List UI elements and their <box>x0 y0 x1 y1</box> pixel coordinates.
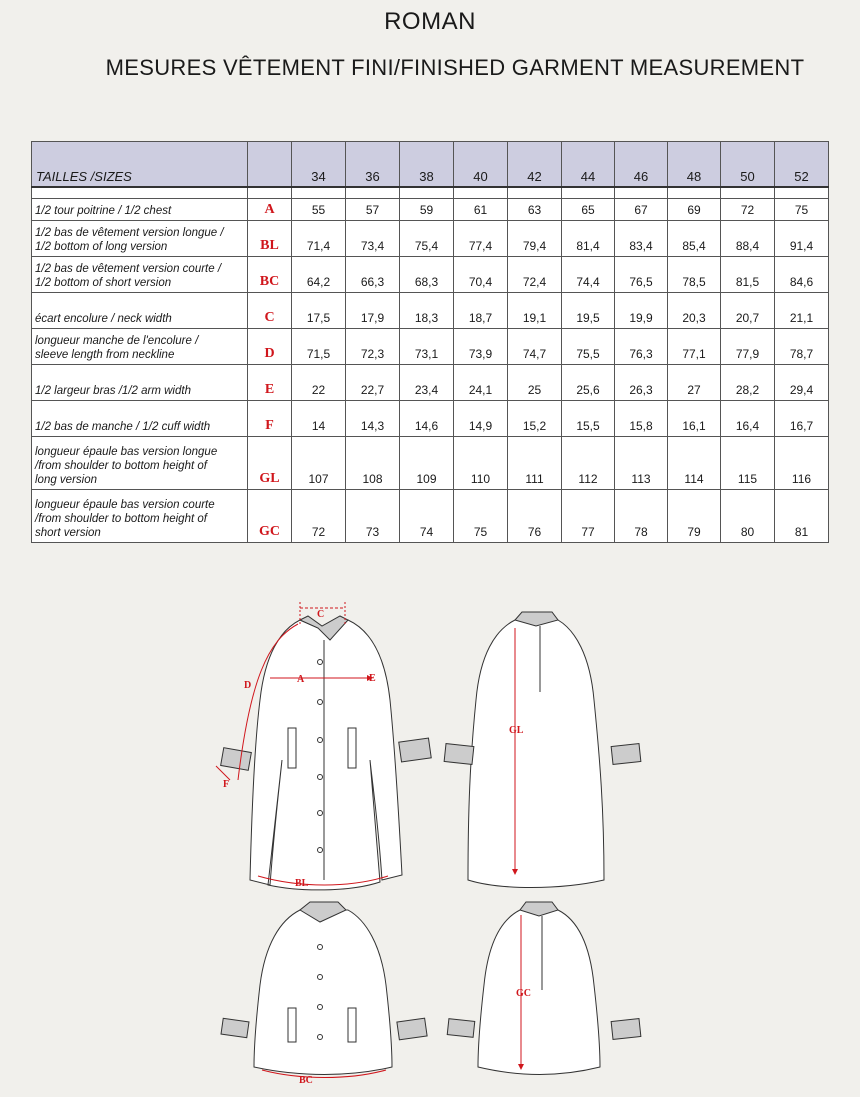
measurement-value: 74 <box>400 490 454 543</box>
measurement-value: 14 <box>292 401 346 437</box>
size-header-cell: 42 <box>508 142 562 188</box>
measurement-code: C <box>248 293 292 329</box>
size-header-cell: 38 <box>400 142 454 188</box>
garment-drawings <box>0 580 860 1097</box>
measurement-value: 63 <box>508 199 562 221</box>
measurement-value: 111 <box>508 437 562 490</box>
spacer-cell <box>454 187 508 199</box>
measurement-value: 15,5 <box>562 401 615 437</box>
measurement-row <box>32 221 829 257</box>
measurement-value: 75 <box>454 490 508 543</box>
measurement-label-line: /from shoulder to bottom height of <box>35 513 207 525</box>
size-header-cell: 50 <box>721 142 775 188</box>
measurement-value: 65 <box>562 199 615 221</box>
page-title: ROMAN <box>384 8 476 35</box>
measurement-value: 19,5 <box>562 293 615 329</box>
measurement-value: 59 <box>400 199 454 221</box>
label-bc: BC <box>299 1075 313 1086</box>
measurement-value: 77,9 <box>721 329 775 365</box>
measurement-value: 73,9 <box>454 329 508 365</box>
label-gl: GL <box>509 725 524 736</box>
measurement-value: 28,2 <box>721 365 775 401</box>
spacer-row <box>32 187 829 199</box>
label-d: D <box>244 680 252 691</box>
measurement-value: 23,4 <box>400 365 454 401</box>
measurement-label-line: longueur manche de l'encolure / <box>35 335 199 347</box>
measurement-value: 22,7 <box>346 365 400 401</box>
measurement-value: 75,5 <box>562 329 615 365</box>
spacer-cell <box>775 187 829 199</box>
size-header-row <box>32 142 829 188</box>
short-coat-front <box>221 902 427 1075</box>
size-header-cell: 48 <box>668 142 721 188</box>
measurement-value: 14,6 <box>400 401 454 437</box>
spacer-cell <box>346 187 400 199</box>
measurement-value: 66,3 <box>346 257 400 293</box>
measurement-label-line: longueur épaule bas version courte <box>35 499 215 511</box>
measurement-value: 22 <box>292 365 346 401</box>
measurement-label-line: short version <box>35 527 101 539</box>
measurement-value: 77 <box>562 490 615 543</box>
size-header-cell: 36 <box>346 142 400 188</box>
measurement-value: 15,2 <box>508 401 562 437</box>
measurement-value: 84,6 <box>775 257 829 293</box>
measurement-value: 78,5 <box>668 257 721 293</box>
measurement-label <box>32 490 248 543</box>
measurement-label-line: 1/2 bas de vêtement version longue / <box>35 227 224 239</box>
short-coat-back <box>447 902 641 1075</box>
measurement-value: 114 <box>668 437 721 490</box>
measurement-label-line: long version <box>35 474 98 486</box>
measurement-label <box>32 221 248 257</box>
measurement-code: E <box>248 365 292 401</box>
measurement-row <box>32 199 829 221</box>
measurement-value: 108 <box>346 437 400 490</box>
measurement-value: 76,5 <box>615 257 668 293</box>
measurement-value: 20,3 <box>668 293 721 329</box>
measurement-value: 18,7 <box>454 293 508 329</box>
measurement-row <box>32 437 829 490</box>
sizes-header-label: TAILLES /SIZES <box>32 142 248 188</box>
label-c: C <box>317 609 325 620</box>
measurement-row <box>32 365 829 401</box>
measurement-label-line: 1/2 tour poitrine / 1/2 chest <box>35 205 172 217</box>
measurement-value: 19,9 <box>615 293 668 329</box>
spacer-cell <box>248 187 292 199</box>
spacer-cell <box>721 187 775 199</box>
measurement-value: 91,4 <box>775 221 829 257</box>
measurement-label <box>32 257 248 293</box>
measurement-row <box>32 293 829 329</box>
measurement-value: 29,4 <box>775 365 829 401</box>
measurement-value: 76 <box>508 490 562 543</box>
size-header-cell: 44 <box>562 142 615 188</box>
measurement-value: 75,4 <box>400 221 454 257</box>
measurement-value: 21,1 <box>775 293 829 329</box>
measurement-value: 78 <box>615 490 668 543</box>
measurement-code: A <box>248 199 292 221</box>
measurement-code: BC <box>248 257 292 293</box>
label-bl: BL <box>295 878 309 889</box>
measurement-value: 72 <box>292 490 346 543</box>
measurement-value: 76,3 <box>615 329 668 365</box>
spacer-cell <box>668 187 721 199</box>
measurement-label-line: 1/2 bas de vêtement version courte / <box>35 263 222 275</box>
measurement-label-line: sleeve length from neckline <box>35 349 175 361</box>
measurement-value: 107 <box>292 437 346 490</box>
measurement-label-line: 1/2 bottom of long version <box>35 241 168 253</box>
measurement-value: 85,4 <box>668 221 721 257</box>
long-coat-front <box>221 616 432 890</box>
measurement-value: 77,4 <box>454 221 508 257</box>
measurement-value: 15,8 <box>615 401 668 437</box>
measurement-label <box>32 365 248 401</box>
long-coat-back <box>444 612 641 888</box>
label-gc: GC <box>516 988 531 999</box>
measurement-value: 14,9 <box>454 401 508 437</box>
measurement-value: 25,6 <box>562 365 615 401</box>
measurement-row <box>32 257 829 293</box>
measurement-code: GC <box>248 490 292 543</box>
measurement-label-line: écart encolure / neck width <box>35 313 172 325</box>
measurement-value: 112 <box>562 437 615 490</box>
measurement-label-line: /from shoulder to bottom height of <box>35 460 207 472</box>
page-subtitle: MESURES VÊTEMENT FINI/FINISHED GARMENT MEASUREMENT <box>105 55 805 80</box>
spacer-cell <box>508 187 562 199</box>
measurement-value: 81,5 <box>721 257 775 293</box>
measurement-code: GL <box>248 437 292 490</box>
measurement-value: 27 <box>668 365 721 401</box>
measurement-value: 16,7 <box>775 401 829 437</box>
measurement-label <box>32 401 248 437</box>
measurement-value: 75 <box>775 199 829 221</box>
measurement-value: 64,2 <box>292 257 346 293</box>
size-header-cell: 52 <box>775 142 829 188</box>
code-header-cell <box>248 142 292 188</box>
size-header-cell: 46 <box>615 142 668 188</box>
measurement-label <box>32 293 248 329</box>
measurement-table <box>31 141 829 543</box>
measurement-value: 78,7 <box>775 329 829 365</box>
measurement-value: 69 <box>668 199 721 221</box>
measurement-value: 115 <box>721 437 775 490</box>
measurement-label <box>32 199 248 221</box>
measurement-value: 61 <box>454 199 508 221</box>
measurement-label-line: 1/2 bas de manche / 1/2 cuff width <box>35 421 211 433</box>
measurement-value: 72,4 <box>508 257 562 293</box>
measurement-value: 16,1 <box>668 401 721 437</box>
measurement-row <box>32 490 829 543</box>
measurement-value: 70,4 <box>454 257 508 293</box>
measurement-value: 17,9 <box>346 293 400 329</box>
measurement-value: 109 <box>400 437 454 490</box>
measurement-value: 67 <box>615 199 668 221</box>
measurement-value: 17,5 <box>292 293 346 329</box>
measurement-label <box>32 437 248 490</box>
measurement-value: 77,1 <box>668 329 721 365</box>
measurement-value: 81 <box>775 490 829 543</box>
measurement-value: 80 <box>721 490 775 543</box>
measurement-value: 74,7 <box>508 329 562 365</box>
measurement-value: 57 <box>346 199 400 221</box>
size-header-cell: 34 <box>292 142 346 188</box>
measurement-code: F <box>248 401 292 437</box>
measurement-value: 14,3 <box>346 401 400 437</box>
measurement-value: 72 <box>721 199 775 221</box>
measurement-label-line: longueur épaule bas version longue <box>35 446 218 458</box>
measurement-value: 81,4 <box>562 221 615 257</box>
spacer-cell <box>32 187 248 199</box>
measurement-value: 71,4 <box>292 221 346 257</box>
measurement-value: 113 <box>615 437 668 490</box>
measurement-value: 71,5 <box>292 329 346 365</box>
spacer-cell <box>400 187 454 199</box>
spacer-cell <box>292 187 346 199</box>
measurement-value: 73,4 <box>346 221 400 257</box>
measurement-value: 20,7 <box>721 293 775 329</box>
measurement-value: 79 <box>668 490 721 543</box>
measurement-value: 79,4 <box>508 221 562 257</box>
measurement-value: 73,1 <box>400 329 454 365</box>
spacer-cell <box>562 187 615 199</box>
measurement-value: 110 <box>454 437 508 490</box>
measurement-code: D <box>248 329 292 365</box>
measurement-value: 19,1 <box>508 293 562 329</box>
measurement-row <box>32 401 829 437</box>
measurement-code: BL <box>248 221 292 257</box>
measurement-value: 24,1 <box>454 365 508 401</box>
label-a: A <box>297 674 305 685</box>
spacer-cell <box>615 187 668 199</box>
size-header-cell: 40 <box>454 142 508 188</box>
measurement-value: 83,4 <box>615 221 668 257</box>
measurement-value: 16,4 <box>721 401 775 437</box>
measurement-label-line: 1/2 largeur bras /1/2 arm width <box>35 385 191 397</box>
measurement-row <box>32 329 829 365</box>
label-e: E <box>369 673 376 684</box>
label-f: F <box>223 779 230 790</box>
measurement-value: 26,3 <box>615 365 668 401</box>
measurement-value: 18,3 <box>400 293 454 329</box>
measurement-value: 88,4 <box>721 221 775 257</box>
measurement-value: 116 <box>775 437 829 490</box>
measurement-value: 68,3 <box>400 257 454 293</box>
measurement-value: 25 <box>508 365 562 401</box>
measurement-label-line: 1/2 bottom of short version <box>35 277 172 289</box>
measurement-value: 72,3 <box>346 329 400 365</box>
measurement-label <box>32 329 248 365</box>
measurement-value: 74,4 <box>562 257 615 293</box>
measurement-value: 55 <box>292 199 346 221</box>
measurement-value: 73 <box>346 490 400 543</box>
